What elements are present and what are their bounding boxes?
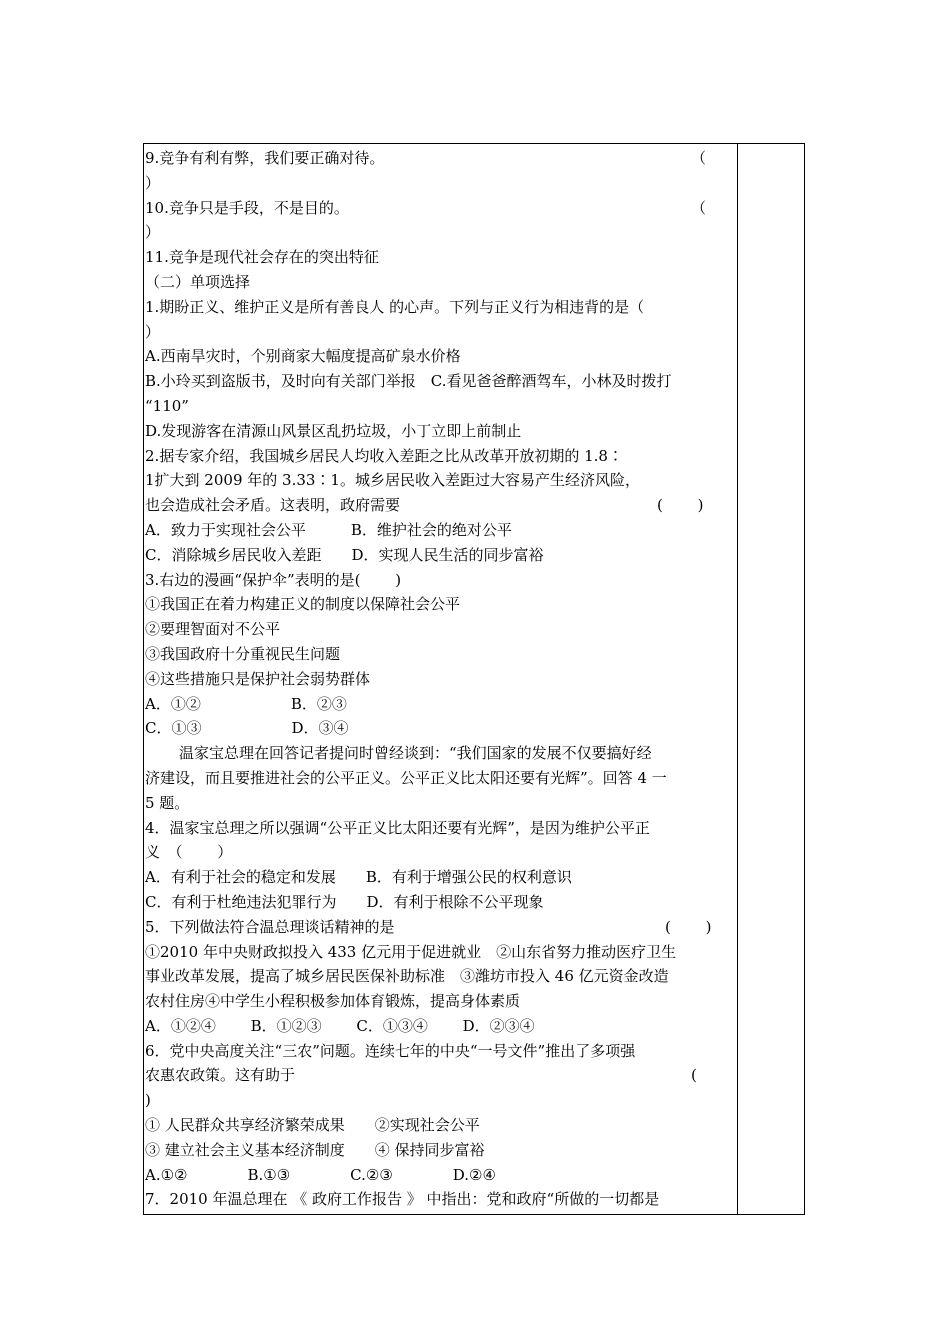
question-column	[145, 146, 733, 1212]
statement-4: ④这些措施只是保护社会弱势群体	[145, 669, 371, 688]
line-mc1: 1.期盼正义、维护正义是所有善良人 的心声。下列与正义行为相违背的是（	[145, 297, 645, 316]
mc6-items-2: ③ 建立社会主义基本经济制度 ④ 保持同步富裕	[145, 1140, 485, 1159]
bracket-q9: （	[691, 149, 707, 167]
bracket-q10: （	[691, 198, 707, 217]
line-mc2-cont: 1扩大到 2009 年的 3.33∶1。城乡居民收入差距过大容易产生经济风险，	[145, 471, 640, 490]
option-mc1-d: D.发现游客在清源山风景区乱扔垃圾，小丁立即上前制止	[145, 421, 522, 440]
bracket-mc6: (	[691, 1066, 697, 1085]
line-q11: 11.竞争是现代社会存在的突出特征	[145, 248, 379, 267]
passage-line-3: 5 题。	[145, 793, 190, 812]
option-mc6: A.①② B.①③ C.②③ D.②④	[145, 1165, 496, 1184]
bracket-mc5: ( )	[665, 917, 712, 936]
line-q10-close: ）	[145, 223, 161, 242]
mc6-items-1: ① 人民群众共享经济繁荣成果 ②实现社会公平	[145, 1116, 480, 1135]
section-heading: （二）单项选择	[145, 272, 251, 291]
passage-line-2: 济建设，而且要推进社会的公平正义。公平正义比太阳还要有光辉”。回答 4 一	[145, 768, 667, 787]
option-mc5: A．①②④ B．①②③ C．①③④ D．②③④	[145, 1016, 535, 1035]
line-mc2: 2.据专家介绍，我国城乡居民人均收入差距之比从改革开放初期的 1.8∶	[145, 446, 623, 465]
line-q9: 9.竞争有利有弊，我们要正确对待。 （	[145, 146, 733, 171]
option-mc1-c-cont: “110”	[145, 396, 189, 415]
mc5-items-2: 事业改革发展，提高了城乡居民医保补助标准 ③潍坊市投入 46 亿元资金改造	[145, 967, 669, 986]
option-mc4-ab: A．有利于社会的稳定和发展 B．有利于增强公民的权利意识	[145, 868, 572, 887]
line-mc5: 5．下列做法符合温总理谈话精神的是 ( )	[145, 915, 733, 940]
option-mc2-ab: A．致力于实现社会公平 B．维护社会的绝对公平	[145, 520, 512, 539]
option-mc3-cd: C．①③ D．③④	[145, 719, 349, 738]
option-mc1-a: A.西南旱灾时，个别商家大幅度提高矿泉水价格	[145, 347, 461, 366]
option-mc1-bc: B.小玲买到盗版书，及时向有关部门举报 C.看见爸爸醉酒驾车，小林及时拨打	[145, 372, 672, 391]
option-mc2-cd: C．消除城乡居民收入差距 D．实现人民生活的同步富裕	[145, 545, 544, 564]
mc5-items-1: ①2010 年中央财政拟投入 433 亿元用于促进就业 ②山东省努力推动医疗卫生	[145, 942, 677, 961]
statement-1: ①我国正在着力构建正义的制度以保障社会公平	[145, 595, 461, 614]
statement-3: ③我国政府十分重视民生问题	[145, 644, 341, 663]
line-mc4-cont: 义 （ ）	[145, 843, 233, 862]
line-q9-close: ）	[145, 173, 161, 192]
mc5-items-3: 农村住房④中学生小程积极参加体育锻炼，提高身体素质	[145, 992, 521, 1011]
line-mc4: 4．温家宝总理之所以强调“公平正义比太阳还要有光辉”，是因为维护公平正	[145, 818, 650, 837]
line-q10: 10.竞争只是手段，不是目的。 （	[145, 196, 733, 221]
line-mc3: 3.右边的漫画“保护伞”表明的是( )	[145, 570, 402, 589]
line-mc6: 6．党中央高度关注“三农”问题。连续七年的中央“一号文件”推出了多项强	[145, 1041, 636, 1060]
passage-line-1: 温家宝总理在回答记者提问时曾经谈到：“我们国家的发展不仅要搞好经	[179, 744, 652, 763]
line-mc1-close: ）	[145, 322, 161, 341]
line-mc7: 7．2010 年温总理在 《 政府工作报告 》 中指出：党和政府“所做的一切都是	[145, 1190, 660, 1209]
statement-2: ②要理智面对不公平	[145, 620, 281, 639]
option-mc3-ab: A．①② B．②③	[145, 694, 347, 713]
line-mc2-end: 也会造成社会矛盾。这表明，政府需要 ( )	[145, 493, 733, 518]
line-mc6-close: )	[145, 1091, 151, 1110]
bracket-mc2: ( )	[657, 496, 704, 515]
option-mc4-cd: C．有利于杜绝违法犯罪行为 D．有利于根除不公平现象	[145, 892, 544, 911]
column-divider	[737, 143, 738, 1215]
line-mc6-cont: 农惠农政策。这有助于 (	[145, 1063, 733, 1088]
